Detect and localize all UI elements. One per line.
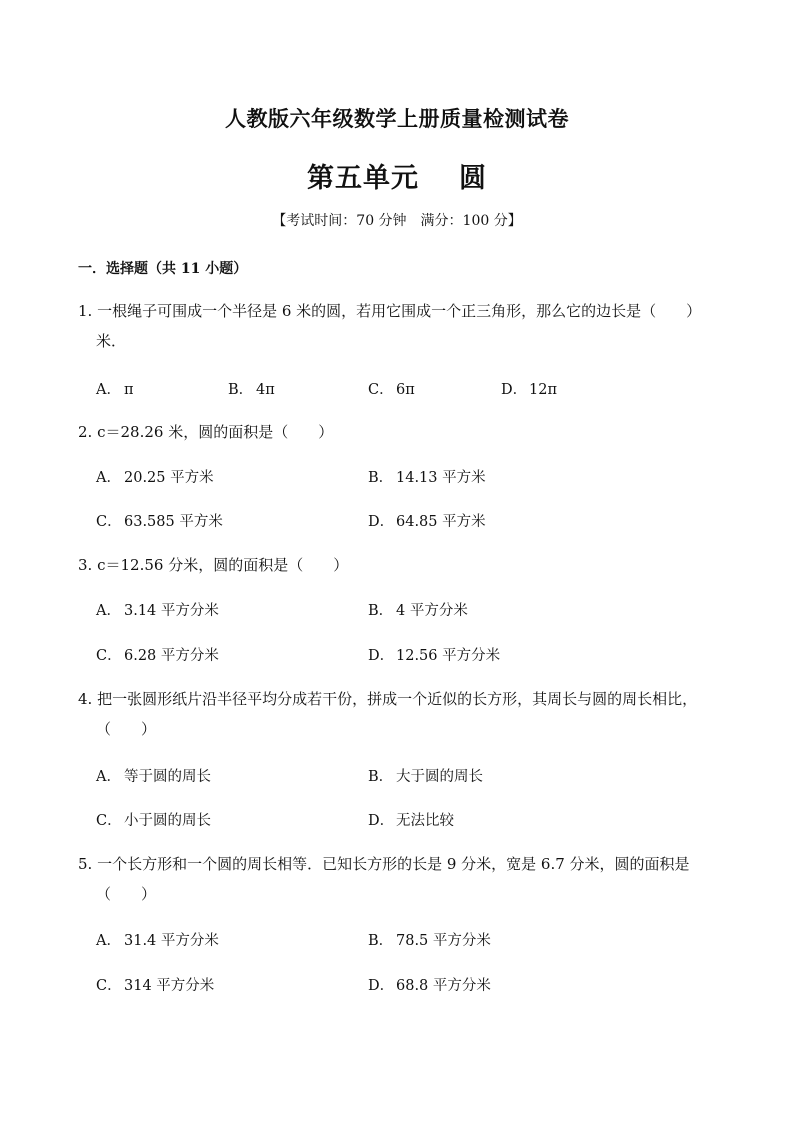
option-text: 68.8 平方分米 (396, 978, 491, 994)
option-text: 4π (256, 382, 275, 398)
option-label: B． (368, 603, 394, 619)
option-c[interactable] (368, 378, 415, 399)
unit-title (0, 156, 794, 195)
option-label: A． (96, 933, 121, 949)
option-text: 等于圆的周长 (124, 769, 211, 785)
option-label: B． (368, 769, 394, 785)
option-text: 14.13 平方米 (396, 470, 486, 486)
option-text: 6π (396, 382, 415, 398)
option-d[interactable] (501, 378, 557, 399)
option-label: A． (96, 603, 121, 619)
option-c[interactable] (96, 510, 223, 531)
option-a[interactable] (96, 765, 211, 786)
option-label: D． (368, 978, 395, 994)
option-label: C． (96, 813, 122, 829)
option-label: B． (368, 470, 394, 486)
option-text: 3.14 平方分米 (124, 603, 219, 619)
option-text: 20.25 平方米 (124, 470, 214, 486)
option-d[interactable] (368, 510, 486, 531)
option-text: 小于圆的周长 (124, 813, 211, 829)
question-4 (78, 684, 728, 744)
exam-meta (0, 210, 794, 230)
option-label: B． (368, 933, 394, 949)
exam-title: 人教版六年级数学上册质量检测试卷 (225, 106, 569, 131)
option-c[interactable] (96, 644, 219, 665)
score-info: 满分：100 分】 (420, 213, 522, 229)
question-text: 1. 一根绳子可围成一个半径是 6 米的圆，若用它围成一个正三角形，那么它的边长是（ ） (78, 302, 702, 320)
unit-topic: 圆 (459, 163, 487, 194)
question-text: 2. c＝28.26 米，圆的面积是（ ） (78, 423, 334, 441)
option-a[interactable] (96, 378, 134, 399)
option-text: 31.4 平方分米 (124, 933, 219, 949)
option-text: 63.585 平方米 (124, 514, 223, 530)
option-label: D． (368, 514, 395, 530)
option-label: B． (228, 382, 254, 398)
option-a[interactable] (96, 929, 219, 950)
option-b[interactable] (368, 466, 486, 487)
question-text-continued: 米． (96, 332, 127, 350)
option-label: A． (96, 382, 121, 398)
option-label: C． (368, 382, 394, 398)
option-label: A． (96, 769, 121, 785)
option-d[interactable] (368, 974, 491, 995)
question-text-continued: （ ） (96, 885, 157, 903)
option-text: 4 平方分米 (396, 603, 468, 619)
section-heading: 一．选择题（共 11 小题） (78, 261, 248, 277)
question-text: 5. 一个长方形和一个圆的周长相等．已知长方形的长是 9 分米，宽是 6.7 分米，圆的面积是 (78, 855, 690, 873)
option-label: C． (96, 648, 122, 664)
option-b[interactable] (228, 378, 275, 399)
question-text-continued: （ ） (96, 720, 157, 738)
option-c[interactable] (96, 974, 214, 995)
option-label: D． (368, 648, 395, 664)
option-label: A． (96, 470, 121, 486)
option-a[interactable] (96, 466, 214, 487)
option-text: π (124, 382, 134, 398)
option-text: 12.56 平方分米 (396, 648, 501, 664)
question-text: 4. 把一张圆形纸片沿半径平均分成若干份，拼成一个近似的长方形，其周长与圆的周长相比， (78, 690, 698, 708)
option-a[interactable] (96, 599, 219, 620)
option-label: C． (96, 978, 122, 994)
option-label: D． (501, 382, 528, 398)
option-d[interactable] (368, 644, 500, 665)
option-b[interactable] (368, 599, 468, 620)
option-text: 6.28 平方分米 (124, 648, 219, 664)
unit-number: 第五单元 (307, 163, 419, 194)
option-d[interactable] (368, 809, 454, 830)
option-text: 64.85 平方米 (396, 514, 486, 530)
option-b[interactable] (368, 929, 491, 950)
question-3 (78, 550, 728, 580)
option-text: 12π (529, 382, 557, 398)
time-info: 【考试时间：70 分钟 (272, 213, 407, 229)
option-label: C． (96, 514, 122, 530)
question-5 (78, 849, 728, 909)
option-text: 大于圆的周长 (396, 769, 483, 785)
question-2 (78, 417, 728, 447)
option-b[interactable] (368, 765, 483, 786)
option-label: D． (368, 813, 395, 829)
option-text: 314 平方分米 (124, 978, 215, 994)
option-text: 78.5 平方分米 (396, 933, 491, 949)
option-c[interactable] (96, 809, 211, 830)
question-1 (78, 296, 728, 356)
question-text: 3. c＝12.56 分米，圆的面积是（ ） (78, 556, 349, 574)
option-text: 无法比较 (396, 813, 454, 829)
